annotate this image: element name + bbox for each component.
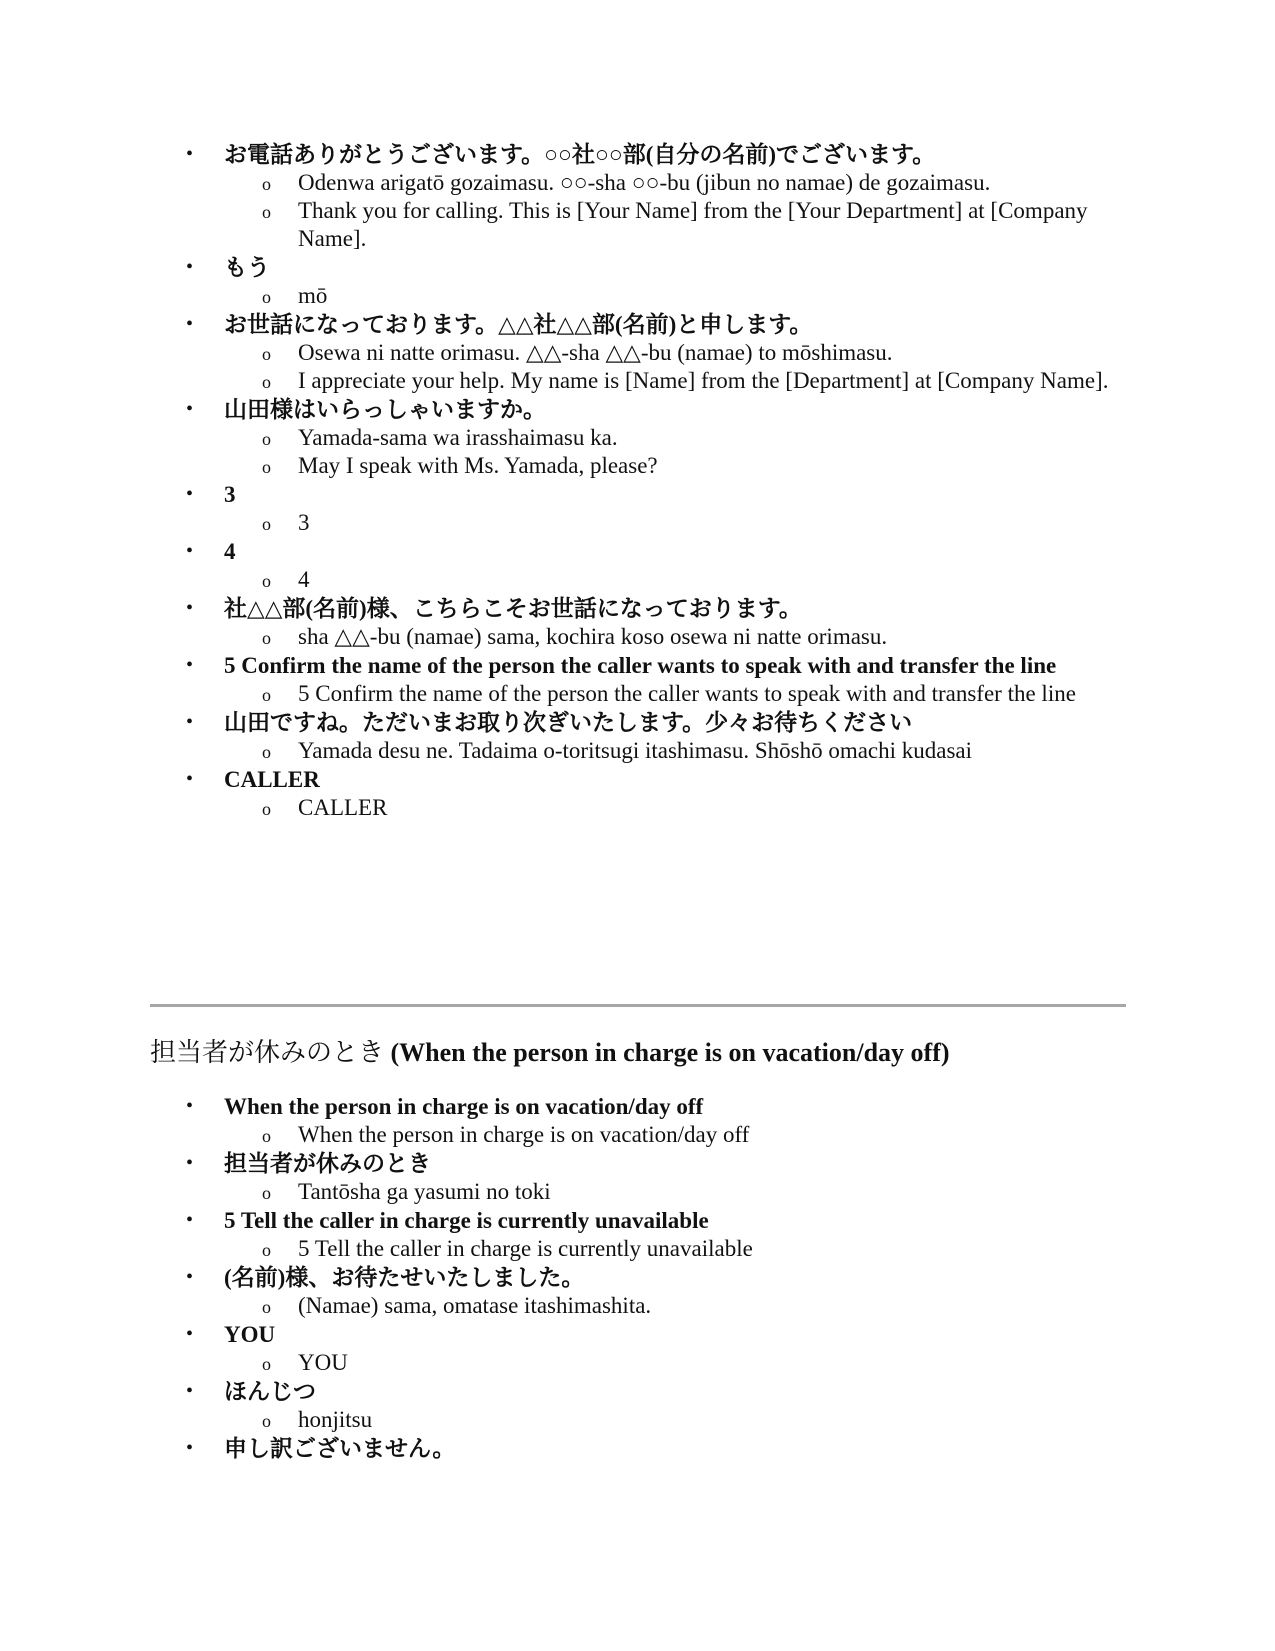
list-item: [0, 537, 1275, 594]
translation-text: Tantōsha ga yasumi no toki: [298, 1179, 551, 1204]
list-item: [0, 765, 1275, 822]
translation-text: 5 Confirm the name of the person the caller wants to speak with and transfer the line: [298, 681, 1076, 706]
bullet-icon: •: [186, 1152, 194, 1174]
bullet-icon: •: [186, 654, 194, 676]
translation-text: CALLER: [298, 795, 388, 820]
circle-bullet-icon: o: [262, 1297, 271, 1317]
translation-text: YOU: [298, 1350, 348, 1375]
sub-list-item: [224, 1349, 1115, 1377]
circle-bullet-icon: o: [262, 457, 271, 477]
translation-text: Odenwa arigatō gozaimasu. ○○-sha ○○-bu (jibun no namae) de gozaimasu.: [298, 170, 991, 195]
bullet-icon: •: [186, 1095, 194, 1117]
sub-list-item: [224, 623, 1115, 651]
sub-list-item: [224, 1121, 1115, 1149]
heading-english: (When the person in charge is on vacation/day off): [390, 1038, 950, 1067]
sub-list-item: [224, 367, 1115, 395]
translation-text: Osewa ni natte orimasu. △△-sha △△-bu (namae) to mōshimasu.: [298, 340, 893, 365]
sub-list-item: [224, 282, 1115, 310]
sub-list: [224, 339, 1115, 395]
bullet-icon: •: [186, 540, 194, 562]
list-item: [0, 310, 1275, 395]
sub-list: [224, 1292, 1115, 1320]
translation-text: Yamada desu ne. Tadaima o-toritsugi itashimasu. Shōshō omachi kudasai: [298, 738, 973, 763]
sub-list-item: [224, 452, 1115, 480]
translation-text: Thank you for calling. This is [Your Name] from the [Your Department] at [Company Name].: [298, 198, 1088, 251]
sub-list-item: [224, 1292, 1115, 1320]
bullet-icon: •: [186, 1380, 194, 1402]
translation-text: I appreciate your help. My name is [Name] from the [Department] at [Company Name].: [298, 368, 1109, 393]
sub-list: [224, 1406, 1115, 1434]
sub-list-item: [224, 197, 1115, 253]
phrase-text: (名前)様、お待たせいたしました。: [224, 1265, 585, 1290]
heading-japanese: 担当者が休みのとき: [150, 1038, 385, 1067]
translation-text: May I speak with Ms. Yamada, please?: [298, 453, 658, 478]
list-item: [0, 1263, 1275, 1320]
sub-list-item: [224, 339, 1115, 367]
list-item: [0, 1377, 1275, 1434]
phrase-text: もう: [224, 255, 270, 280]
sub-list-item: [224, 1235, 1115, 1263]
sub-list: [224, 623, 1115, 651]
bullet-icon: •: [186, 1437, 194, 1459]
phrase-text: YOU: [224, 1322, 276, 1347]
sub-list-item: [224, 794, 1115, 822]
list-item: [0, 708, 1275, 765]
bullet-icon: •: [186, 256, 194, 278]
vacation-phrase-list: [0, 1092, 1275, 1463]
translation-text: 4: [298, 567, 310, 592]
horizontal-divider: [150, 1004, 1126, 1007]
circle-bullet-icon: o: [262, 799, 271, 819]
sub-list-item: [224, 509, 1115, 537]
phrase-text: 5 Tell the caller in charge is currently unavailable: [224, 1208, 709, 1233]
bullet-icon: •: [186, 768, 194, 790]
list-item: [0, 594, 1275, 651]
sub-list: [224, 566, 1115, 594]
translation-text: Yamada-sama wa irasshaimasu ka.: [298, 425, 618, 450]
bullet-icon: •: [186, 483, 194, 505]
list-item: [0, 1434, 1275, 1463]
circle-bullet-icon: o: [262, 1183, 271, 1203]
section-heading: [150, 1036, 950, 1070]
phrase-text: ほんじつ: [224, 1379, 316, 1404]
translation-text: mō: [298, 283, 328, 308]
sub-list-item: [224, 566, 1115, 594]
translation-text: honjitsu: [298, 1407, 373, 1432]
circle-bullet-icon: o: [262, 287, 271, 307]
sub-list: [224, 282, 1115, 310]
translation-text: sha △△-bu (namae) sama, kochira koso osewa ni natte orimasu.: [298, 624, 888, 649]
bullet-icon: •: [186, 1266, 194, 1288]
phrase-text: 社△△部(名前)様、こちらこそお世話になっております。: [224, 596, 802, 621]
sub-list: [224, 1121, 1115, 1149]
bullet-icon: •: [186, 313, 194, 335]
phrase-text: 3: [224, 482, 236, 507]
circle-bullet-icon: o: [262, 1240, 271, 1260]
circle-bullet-icon: o: [262, 685, 271, 705]
list-item: [0, 1149, 1275, 1206]
sub-list-item: [224, 737, 1115, 765]
list-item: [0, 480, 1275, 537]
phrase-text: 山田様はいらっしゃいますか。: [224, 397, 546, 422]
sub-list: [224, 1235, 1115, 1263]
phrase-text: 申し訳ございません。: [224, 1436, 456, 1461]
sub-list-item: [224, 424, 1115, 452]
circle-bullet-icon: o: [262, 372, 271, 392]
circle-bullet-icon: o: [262, 628, 271, 648]
list-item: [0, 395, 1275, 480]
list-item: [0, 1206, 1275, 1263]
phrase-text: お世話になっております。△△社△△部(名前)と申します。: [224, 312, 813, 337]
circle-bullet-icon: o: [262, 1411, 271, 1431]
phrase-text: 山田ですね。ただいまお取り次ぎいたします。少々お待ちください: [224, 710, 913, 735]
sub-list: [224, 680, 1115, 708]
circle-bullet-icon: o: [262, 344, 271, 364]
sub-list: [224, 424, 1115, 480]
vacation-phrase-section: [0, 1092, 1275, 1463]
bullet-icon: •: [186, 597, 194, 619]
bullet-icon: •: [186, 711, 194, 733]
list-item: [0, 1320, 1275, 1377]
phrase-text: 4: [224, 539, 236, 564]
bullet-icon: •: [186, 143, 194, 165]
sub-list: [224, 509, 1115, 537]
translation-text: When the person in charge is on vacation/day off: [298, 1122, 750, 1147]
sub-list: [224, 737, 1115, 765]
circle-bullet-icon: o: [262, 1354, 271, 1374]
sub-list: [224, 169, 1115, 253]
translation-text: (Namae) sama, omatase itashimashita.: [298, 1293, 652, 1318]
phrase-list: [0, 140, 1275, 822]
list-item: [0, 1092, 1275, 1149]
phrase-text: 5 Confirm the name of the person the caller wants to speak with and transfer the line: [224, 653, 1057, 678]
sub-list-item: [224, 680, 1115, 708]
bullet-icon: •: [186, 1323, 194, 1345]
circle-bullet-icon: o: [262, 742, 271, 762]
sub-list-item: [224, 1406, 1115, 1434]
sub-list: [224, 1178, 1115, 1206]
translation-text: 5 Tell the caller in charge is currently unavailable: [298, 1236, 753, 1261]
bullet-icon: •: [186, 398, 194, 420]
phrase-text: CALLER: [224, 767, 320, 792]
circle-bullet-icon: o: [262, 429, 271, 449]
sub-list-item: [224, 169, 1115, 197]
sub-list: [224, 1349, 1115, 1377]
sub-list-item: [224, 1178, 1115, 1206]
circle-bullet-icon: o: [262, 514, 271, 534]
circle-bullet-icon: o: [262, 202, 271, 222]
circle-bullet-icon: o: [262, 571, 271, 591]
circle-bullet-icon: o: [262, 1126, 271, 1146]
phrase-text: 担当者が休みのとき: [224, 1151, 431, 1176]
sub-list: [224, 794, 1115, 822]
bullet-icon: •: [186, 1209, 194, 1231]
phrase-text: When the person in charge is on vacation/day off: [224, 1094, 704, 1119]
list-item: [0, 140, 1275, 253]
translation-text: 3: [298, 510, 310, 535]
circle-bullet-icon: o: [262, 174, 271, 194]
phrase-list-section: [0, 140, 1275, 822]
list-item: [0, 651, 1275, 708]
list-item: [0, 253, 1275, 310]
phrase-text: お電話ありがとうございます。○○社○○部(自分の名前)でございます。: [224, 142, 936, 167]
